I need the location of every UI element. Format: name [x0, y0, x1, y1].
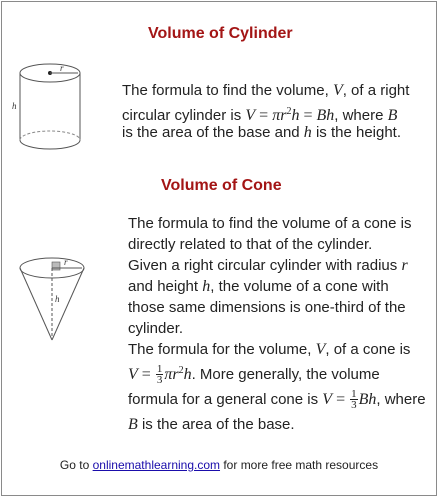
cone-text-line-8: V = $\frac{1}{3}$ $\pi r^2h$. More generally, the volume — [128, 362, 380, 386]
general-cone-formula: V = $\frac{1}{3}$ Bh — [322, 387, 377, 411]
cone-right-angle-marker — [52, 262, 60, 270]
cylinder-diagram — [10, 60, 110, 160]
cone-formula-text — [128, 213, 426, 435]
cone-right-side — [52, 268, 84, 340]
cone-diagram — [14, 250, 114, 350]
cylinder-formula-text — [122, 80, 409, 143]
cone-height-label: h — [55, 294, 60, 304]
cylinder-text-line-1: The formula to find the volume, V, of a right — [122, 82, 410, 99]
cone-text-line-4: and height h, the volume of a cone with — [128, 278, 389, 295]
one-third-fraction: $\frac{1}{3}$ — [156, 362, 163, 386]
cone-text-line-9: formula for a general cone is V = $\frac{1}{3}$ Bh, where — [128, 387, 426, 411]
cone-title: Volume of Cone — [161, 177, 282, 194]
cone-text-line-5: those same dimensions is one-third of the — [128, 299, 406, 316]
cone-left-side — [20, 268, 52, 340]
cylinder-title: Volume of Cylinder — [148, 25, 293, 42]
cylinder-bottom-back — [20, 131, 80, 140]
cone-radius-label: r — [64, 257, 68, 267]
cylinder-radius-label: r — [60, 63, 64, 73]
cone-text-line-3: Given a right circular cylinder with radius r — [128, 257, 408, 274]
cone-text-line-6: cylinder. — [128, 320, 184, 337]
footer-link[interactable]: onlinemathlearning.com — [92, 458, 221, 472]
footer: Go to onlinemathlearning.com for more free math resources — [59, 458, 379, 472]
cone-text-line-2: directly related to that of the cylinder. — [128, 236, 373, 253]
cylinder-volume-formula: $V = \pi r^2h = Bh$ — [245, 106, 335, 124]
one-third-fraction: $\frac{1}{3}$ — [351, 387, 357, 411]
cone-text-line-7: The formula for the volume, V, of a cone is — [128, 341, 411, 358]
cone-text-line-1: The formula to find the volume of a cone is — [128, 215, 412, 232]
cylinder-height-label: h — [12, 101, 17, 111]
cone-volume-formula: V = $\frac{1}{3}$ $\pi r^2h$ — [128, 362, 192, 386]
cone-text-line-10: B is the area of the base. — [128, 416, 295, 433]
cylinder-bottom-front — [20, 140, 80, 149]
cylinder-text-line-3: is the area of the base and h is the height. — [122, 124, 402, 141]
cylinder-text-line-2: circular cylinder is $V = \pi r^2h = Bh$, where B — [122, 106, 398, 124]
